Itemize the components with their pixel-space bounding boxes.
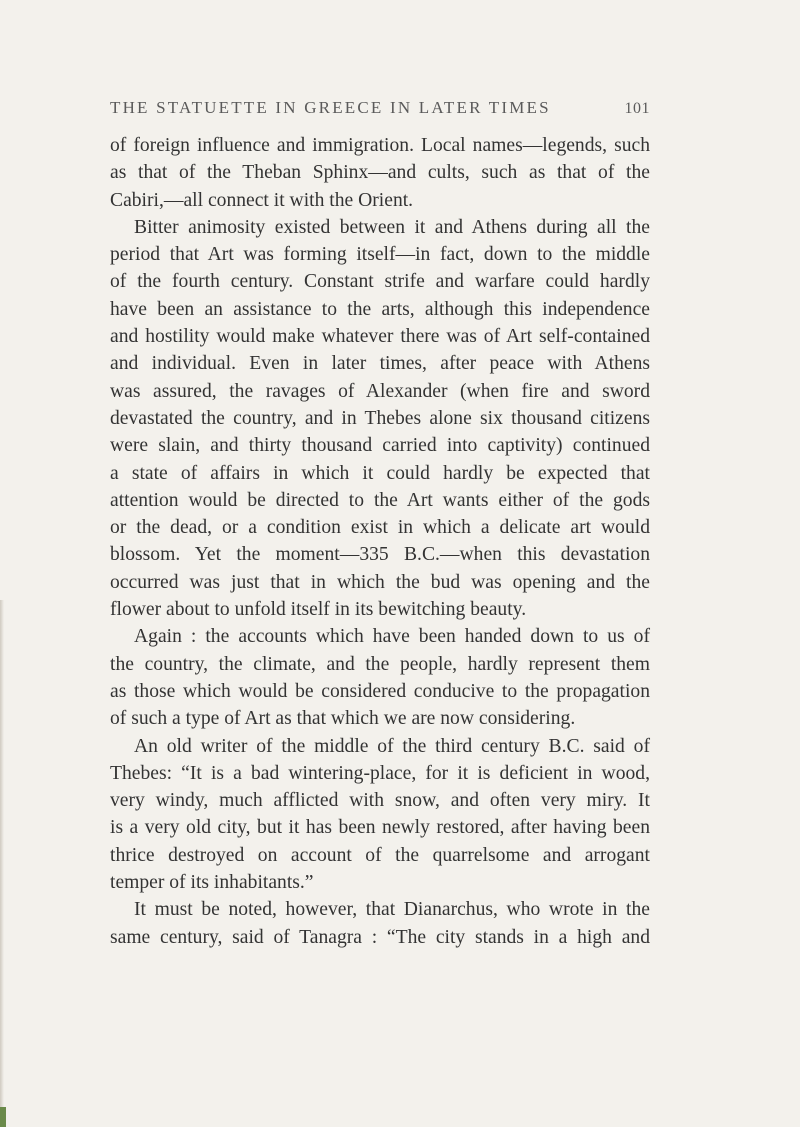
text-line: An old writer of the middle of the third century B.C. said of [134, 735, 650, 757]
text-line: Cabiri,—all connect it with the Orient. [110, 189, 414, 211]
text-line: of foreign influence and immigration. Local names—legends, such [110, 135, 650, 156]
text-line: the country, the climate, and the people, hardly represent them [110, 653, 650, 675]
text-line: flower about to unfold itself in its bewitching beauty. [110, 599, 527, 621]
text-line: as that of the Theban Sphinx—and cults, such as that of the [110, 162, 650, 184]
text-line: It must be noted, however, that Dianarchus, who wrote in the [134, 899, 650, 921]
text-line: temper of its inhabitants.” [110, 872, 314, 894]
binding-mark [0, 1107, 6, 1127]
text-line: period that Art was forming itself—in fact, down to the middle [110, 244, 650, 266]
text-line: Bitter animosity existed between it and Athens during all the [134, 216, 650, 238]
text-line: of such a type of Art as that which we are now considering. [110, 708, 576, 730]
text-line: and individual. Even in later times, after peace with Athens [110, 353, 650, 375]
text-line: Again : the accounts which have been handed down to us of [134, 626, 650, 648]
running-title: THE STATUETTE IN GREECE IN LATER TIMES [110, 98, 551, 117]
text-line: as those which would be considered conducive to the propagation [110, 680, 650, 702]
text-line: a state of affairs in which it could hardly be expected that [110, 462, 650, 484]
text-line: attention would be directed to the Art wants either of the gods [110, 489, 650, 511]
text-line: blossom. Yet the moment—335 B.C.—when this devastation [110, 544, 650, 566]
text-line: Thebes: “It is a bad wintering-place, for it is deficient in wood, [110, 762, 650, 784]
text-line: or the dead, or a condition exist in which a delicate art would [110, 517, 650, 539]
text-line: was assured, the ravages of Alexander (when fire and sword [110, 380, 650, 402]
text-line: thrice destroyed on account of the quarrelsome and arrogant [110, 844, 650, 866]
text-line: same century, said of Tanagra : “The city stands in a high and [110, 926, 650, 948]
text-line: devastated the country, and in Thebes alone six thousand citizens [110, 407, 650, 429]
text-line: very windy, much afflicted with snow, and often very miry. It [110, 790, 650, 812]
body-text [110, 132, 650, 951]
page-number: 101 [624, 100, 650, 117]
running-header [110, 98, 650, 118]
text-line: occurred was just that in which the bud was opening and the [110, 571, 650, 593]
page-edge-shadow [0, 600, 4, 1127]
text-line: and hostility would make whatever there was of Art self-contained [110, 326, 650, 348]
text-line: have been an assistance to the arts, although this independence [110, 298, 650, 320]
text-line: is a very old city, but it has been newly restored, after having been [110, 817, 650, 839]
text-line: were slain, and thirty thousand carried into captivity) continued [110, 435, 650, 457]
text-line: of the fourth century. Constant strife and warfare could hardly [110, 271, 650, 293]
